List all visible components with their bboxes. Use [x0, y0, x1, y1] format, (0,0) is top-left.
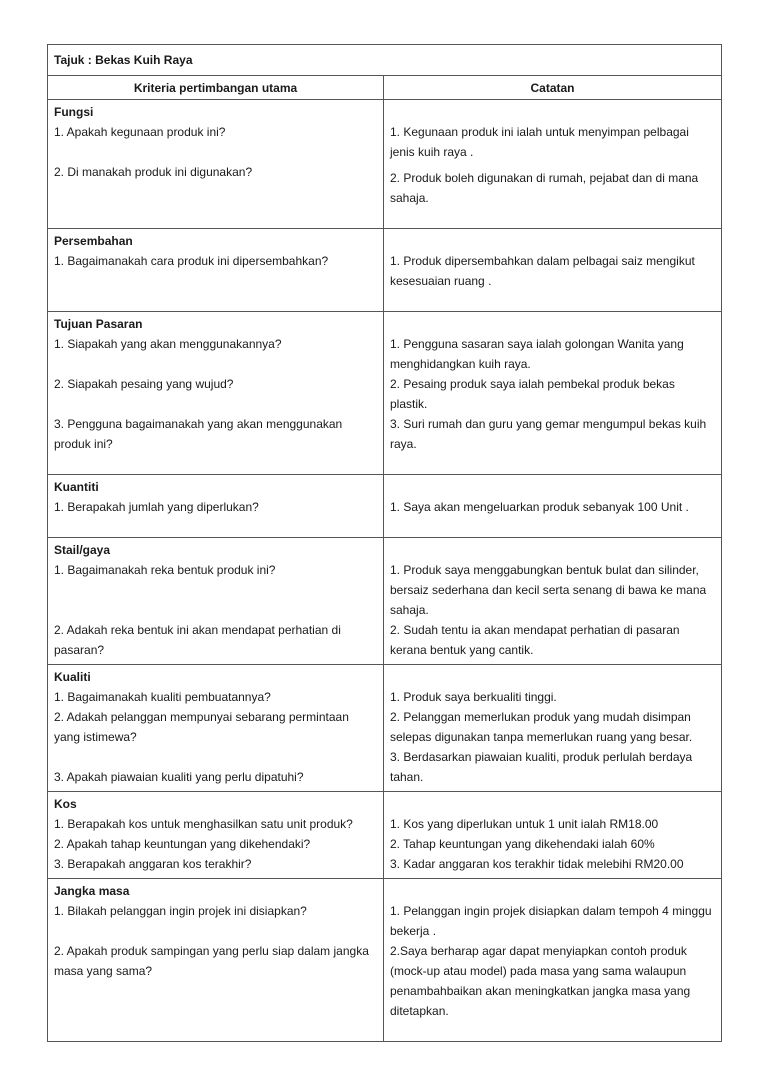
- answer: 3. Berdasarkan piawaian kualiti, produk perlulah berdaya tahan.: [390, 750, 693, 784]
- table-row: [48, 312, 722, 475]
- answer: 1. Produk saya berkualiti tinggi.: [390, 690, 557, 704]
- table-row: [48, 229, 722, 312]
- notes-cell: [384, 475, 722, 538]
- document-page: [47, 44, 721, 1042]
- criteria-cell: [48, 100, 384, 229]
- answer: 1. Produk dipersembahkan dalam pelbagai saiz mengikut kesesuaian ruang .: [390, 254, 695, 288]
- answer: 2.Saya berharap agar dapat menyiapkan contoh produk (mock-up atau model) pada masa yang sama walaupun penambahbaikan akan meningkatkan jangka masa yang ditetapkan.: [390, 944, 691, 1018]
- answer: 3. Kadar anggaran kos terakhir tidak melebihi RM20.00: [390, 857, 684, 871]
- answer: 1. Pelanggan ingin projek disiapkan dalam tempoh 4 minggu bekerja .: [390, 904, 712, 938]
- header-row: [48, 76, 722, 100]
- table-row: [48, 665, 722, 792]
- answer: 1. Pengguna sasaran saya ialah golongan Wanita yang menghidangkan kuih raya.: [390, 337, 684, 371]
- answer: 3. Suri rumah dan guru yang gemar mengumpul bekas kuih raya.: [390, 417, 707, 451]
- title-cell: [48, 45, 722, 76]
- notes-cell: [384, 312, 722, 475]
- answer: 2. Tahap keuntungan yang dikehendaki ialah 60%: [390, 837, 655, 851]
- question: 2. Adakah pelanggan mempunyai sebarang permintaan yang istimewa?: [54, 710, 349, 744]
- notes-cell: [384, 879, 722, 1042]
- answer: 2. Sudah tentu ia akan mendapat perhatian di pasaran kerana bentuk yang cantik.: [390, 623, 680, 657]
- question: 1. Bagaimanakah cara produk ini dipersembahkan?: [54, 254, 329, 268]
- section-heading: Persembahan: [54, 234, 133, 248]
- notes-cell: [384, 100, 722, 229]
- question: 2. Adakah reka bentuk ini akan mendapat perhatian di pasaran?: [54, 623, 341, 657]
- header-notes: Catatan: [384, 76, 722, 100]
- table-row: [48, 792, 722, 879]
- table-row: [48, 879, 722, 1042]
- section-heading: Kos: [54, 797, 77, 811]
- answer: 2. Produk boleh digunakan di rumah, pejabat dan di mana sahaja.: [390, 171, 699, 205]
- question: 1. Berapakah kos untuk menghasilkan satu unit produk?: [54, 817, 353, 831]
- question: 1. Siapakah yang akan menggunakannya?: [54, 337, 282, 351]
- question: 3. Apakah piawaian kualiti yang perlu dipatuhi?: [54, 770, 304, 784]
- question: 1. Apakah kegunaan produk ini?: [54, 125, 226, 139]
- criteria-cell: [48, 538, 384, 665]
- question: 3. Berapakah anggaran kos terakhir?: [54, 857, 252, 871]
- notes-cell: [384, 538, 722, 665]
- question: 1. Bagaimanakah reka bentuk produk ini?: [54, 563, 276, 577]
- answer: 1. Saya akan mengeluarkan produk sebanyak 100 Unit .: [390, 500, 689, 514]
- section-heading: Kuantiti: [54, 480, 99, 494]
- criteria-cell: [48, 312, 384, 475]
- table-row: [48, 475, 722, 538]
- title-row: [48, 45, 722, 76]
- criteria-cell: [48, 475, 384, 538]
- question: 1. Bilakah pelanggan ingin projek ini disiapkan?: [54, 904, 307, 918]
- criteria-cell: [48, 665, 384, 792]
- question: 1. Bagaimanakah kualiti pembuatannya?: [54, 690, 271, 704]
- notes-cell: [384, 229, 722, 312]
- section-heading: Kualiti: [54, 670, 91, 684]
- criteria-cell: [48, 879, 384, 1042]
- answer: 2. Pelanggan memerlukan produk yang mudah disimpan selepas digunakan tanpa memerlukan ruang yang besar.: [390, 710, 693, 744]
- question: 1. Berapakah jumlah yang diperlukan?: [54, 500, 259, 514]
- answer: 2. Pesaing produk saya ialah pembekal produk bekas plastik.: [390, 377, 675, 411]
- question: 3. Pengguna bagaimanakah yang akan menggunakan produk ini?: [54, 417, 343, 451]
- table-row: [48, 100, 722, 229]
- question: 2. Di manakah produk ini digunakan?: [54, 165, 253, 179]
- question: 2. Siapakah pesaing yang wujud?: [54, 377, 234, 391]
- section-heading: Stail/gaya: [54, 543, 111, 557]
- section-heading: Fungsi: [54, 105, 94, 119]
- question: 2. Apakah produk sampingan yang perlu siap dalam jangka masa yang sama?: [54, 944, 369, 978]
- answer: 1. Produk saya menggabungkan bentuk bulat dan silinder, bersaiz sederhana dan kecil serta senang di bawa ke mana sahaja.: [390, 563, 707, 617]
- answer: 1. Kegunaan produk ini ialah untuk menyimpan pelbagai jenis kuih raya .: [390, 125, 689, 159]
- section-heading: Tujuan Pasaran: [54, 317, 143, 331]
- document-title: Tajuk : Bekas Kuih Raya: [54, 53, 193, 67]
- section-heading: Jangka masa: [54, 884, 130, 898]
- header-criteria: Kriteria pertimbangan utama: [48, 76, 384, 100]
- table-row: [48, 538, 722, 665]
- notes-cell: [384, 792, 722, 879]
- answer: 1. Kos yang diperlukan untuk 1 unit ialah RM18.00: [390, 817, 659, 831]
- criteria-table: [47, 44, 722, 1042]
- criteria-cell: [48, 229, 384, 312]
- question: 2. Apakah tahap keuntungan yang dikehendaki?: [54, 837, 311, 851]
- criteria-cell: [48, 792, 384, 879]
- notes-cell: [384, 665, 722, 792]
